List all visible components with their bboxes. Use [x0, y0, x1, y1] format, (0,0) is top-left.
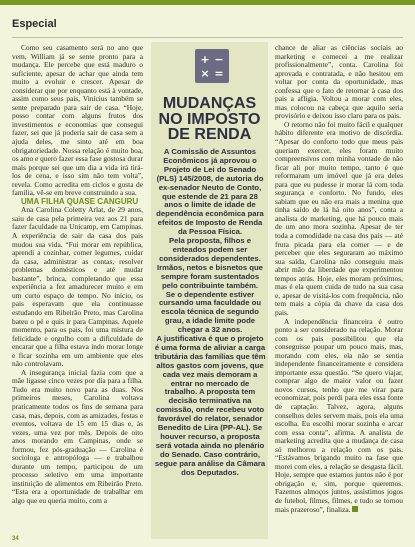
left-paragraph: A insegurança inicial fazia com que a mãe ligasse cinco vezes por dia para a filha. Tudo era muito novo para as duas. Nos primeiros meses, Carolina voltava praticamente todos os fins de semana para casa, mas, depois, com as amizades, festas e eventos, voltava de 15 em 15 dias e, às vezes, uma vez por mês. Depois de oito anos morando em Campinas, onde se formou, fez pós-graduação — Carolina é sociologa e antropóloga — e trabalhou durante um tempo, participou de um processo seletivo em uma importante instituição de alimentos em Ribeirão Preto. “Esta era a oportunidade de trabalhar em algo que eu queria muito, com a	[12, 367, 143, 505]
right-paragraph-text: A independência financeira é outro ponto a ser considerado na relação. Morar com os pais possibilitou que ela conseguisse poupar um pouco mais, mas, morando com eles, ela não se sentia independente financeiramente e considera importante essa questão. “Se quero viajar, comprar algo de maior valor ou fazer novos cursos, tenho que me virar para economizar, pois perdi para eles essa fonte de captação. Talvez, agora, alguns conselhos deles servem mais, pois ela uma escolha. Eu escolhi morar sozinha e arcar com essa conta”, afirma. A analista de marketing acredita que a mudança de casa só melhorou a relação com os pais. “Estávamos brigando muito na fase que morei com eles, a relação se desgasta fácil. Hoje, sempre que estamos juntos não é por obrigação e, sim, porque queremos. Fazemos almoços juntos, assistimos jogos de futebol, filmes, filmes, e tudo se tornou mais prazeroso”, finaliza.	[275, 316, 403, 514]
left-paragraph: Ana Carolina Coletty Arlat, de 29 anos, saiu de casa pela primeira vez aos 21 para fazer faculdade na Unicamp, em Campinas. A experiência de sair da casa dos pais mudou sua vida. “Fui morar em república, aprendi a cozinhar, comer legumes, cuidar da casa, administrar as contas, resolver problemas domésticos e até mudar bastante”, brinca, completando que essa experiência a fez amadurecer muito e em um curto espaço de tempo. No início, os pais esperavam que ela continuasse estudando em Ribeirão Preto, mas Carolina bateu o pé e quis ir para Campinas. Aquele momento, para os pais, foi uma mistura de felicidade e orgulho com a dificuldade de encarar que a filha estava indo morar longe e ficar sozinha em um ambiente que eles não controlavam.	[12, 205, 143, 369]
left-column	[12, 44, 143, 506]
minus-symbol: −	[214, 52, 224, 66]
top-accent-bar	[0, 0, 415, 5]
box-paragraph: A Comissão de Assuntos Econômicos já aprovou o Projeto de Lei do Senado (PLS) 145/2008, de autoria do ex-senador Neuto de Conto, que estende de 21 para 28 anos o limite de idade de dependência econômica para efeitos de Imposto de Renda da Pessoa Física.	[156, 147, 264, 237]
box-body	[154, 148, 266, 478]
section-label: Especial	[12, 18, 57, 30]
subheading: UMA FILHA QUASE CANGURU	[21, 196, 139, 206]
right-paragraph: O retorno não foi muito fácil e qualquer hábito diferente era motivo de discórdia. “Apesar do conforto todo que meus pais queriam exercer, eles foram muito compreensivos com minha vontade de não ficar ali por muito tempo, tanto é que reformaram um imóvel que já era deles para que eu pudesse ir morar lá com toda segurança e conforto. No fundo, eles sabiam que eu não era mais a menina que tinha saído de lá há oito anos”, conta a analista de marketing, que há pouco mais de um ano mora sozinha. Apesar de ter toda a comodidade na casa dos pais — até fruta picada para ela comer — e de perceber que eles seguraram ao máximo sua saída, Carolina não conseguiu mais abrir mão da liberdade que experimentou tempos atrás. Hoje, eles moram próximos, mas é ela quem cuida de tudo na sua casa e, apesar de visitá-los com frequência, não tem mais a cópia da chave da casa dos pais.	[275, 119, 403, 317]
equals-symbol: =	[214, 66, 224, 80]
plus-symbol: +	[200, 52, 210, 66]
end-of-article-mark	[352, 506, 358, 512]
box-paragraph: Se o dependente estiver cursando uma faculdade ou escola técnica de segundo grau, a idade limite pode chegar a 32 anos.	[158, 289, 262, 335]
calculator-icon	[195, 49, 229, 83]
right-column	[275, 44, 403, 514]
box-paragraph: A justificativa é que o projeto é uma forma de aliviar a carga tributária das famílias que têm altos gastos com jovens, que cada vez mais demoram a entrar no mercado de trabalho. A proposta tem decisão terminativa na comissão, onde recebeu voto favorável do relator, senador Benedito de Lira (PP-AL). Se houver recurso, a proposta será votada ainda no plenário do Senado. Caso contrário, segue para análise da Câmara dos Deputados.	[154, 334, 266, 477]
right-paragraph: chance de aliar as ciências sociais ao marketing e comecei a me realizar profissionalmente”, conta. Carolina foi aprovada e contratada, e não hesitou em voltar por conta da oportunidade, mas confessa que o fato de retornar à casa dos pais a afligia. Voltou a morar com eles, mas colocou na cabeça que aquilo seria provisório e deixou isso claro para os pais.	[275, 43, 403, 121]
box-title: MUDANÇAS NO IMPOSTO DE RENDA	[158, 95, 261, 143]
box-paragraph: Pela proposta, filhos e enteados podem ser considerados dependentes. Irmãos, netos e bisnetos que sempre foram sustentados pelo contribuinte também.	[157, 236, 263, 290]
page-number: 34	[12, 536, 19, 542]
times-symbol: ×	[200, 66, 210, 80]
left-paragraph: Como seu casamento será no ano que vem, William já se sente pronto para a mudança. Ele percebe que está maduro o suficiente, apesar de achar que ainda tem muito a evoluir e crescer. Apesar de considerar que por enquanto está à vontade, assim como seus pais, Vinícius também se sente preparado para sair de casa. “Hoje, posso contar com alguns frutos dos investimentos e economias que consegui fazer, sei que já poderia sair de casa sem a ajuda deles, me sinto até em boa obrigatoriedade. Nossa relação é muito boa, os amo e quero fazer essa fase gostosa durar mais porque sei que um dia a vida irá tirá-los de cena, e isso sim não tem volta”, revela. Como acredita em ciclos e gosta de família, vê-se em breve construindo a sua.	[12, 43, 143, 198]
right-paragraph	[275, 318, 403, 515]
header-rule	[12, 37, 403, 38]
